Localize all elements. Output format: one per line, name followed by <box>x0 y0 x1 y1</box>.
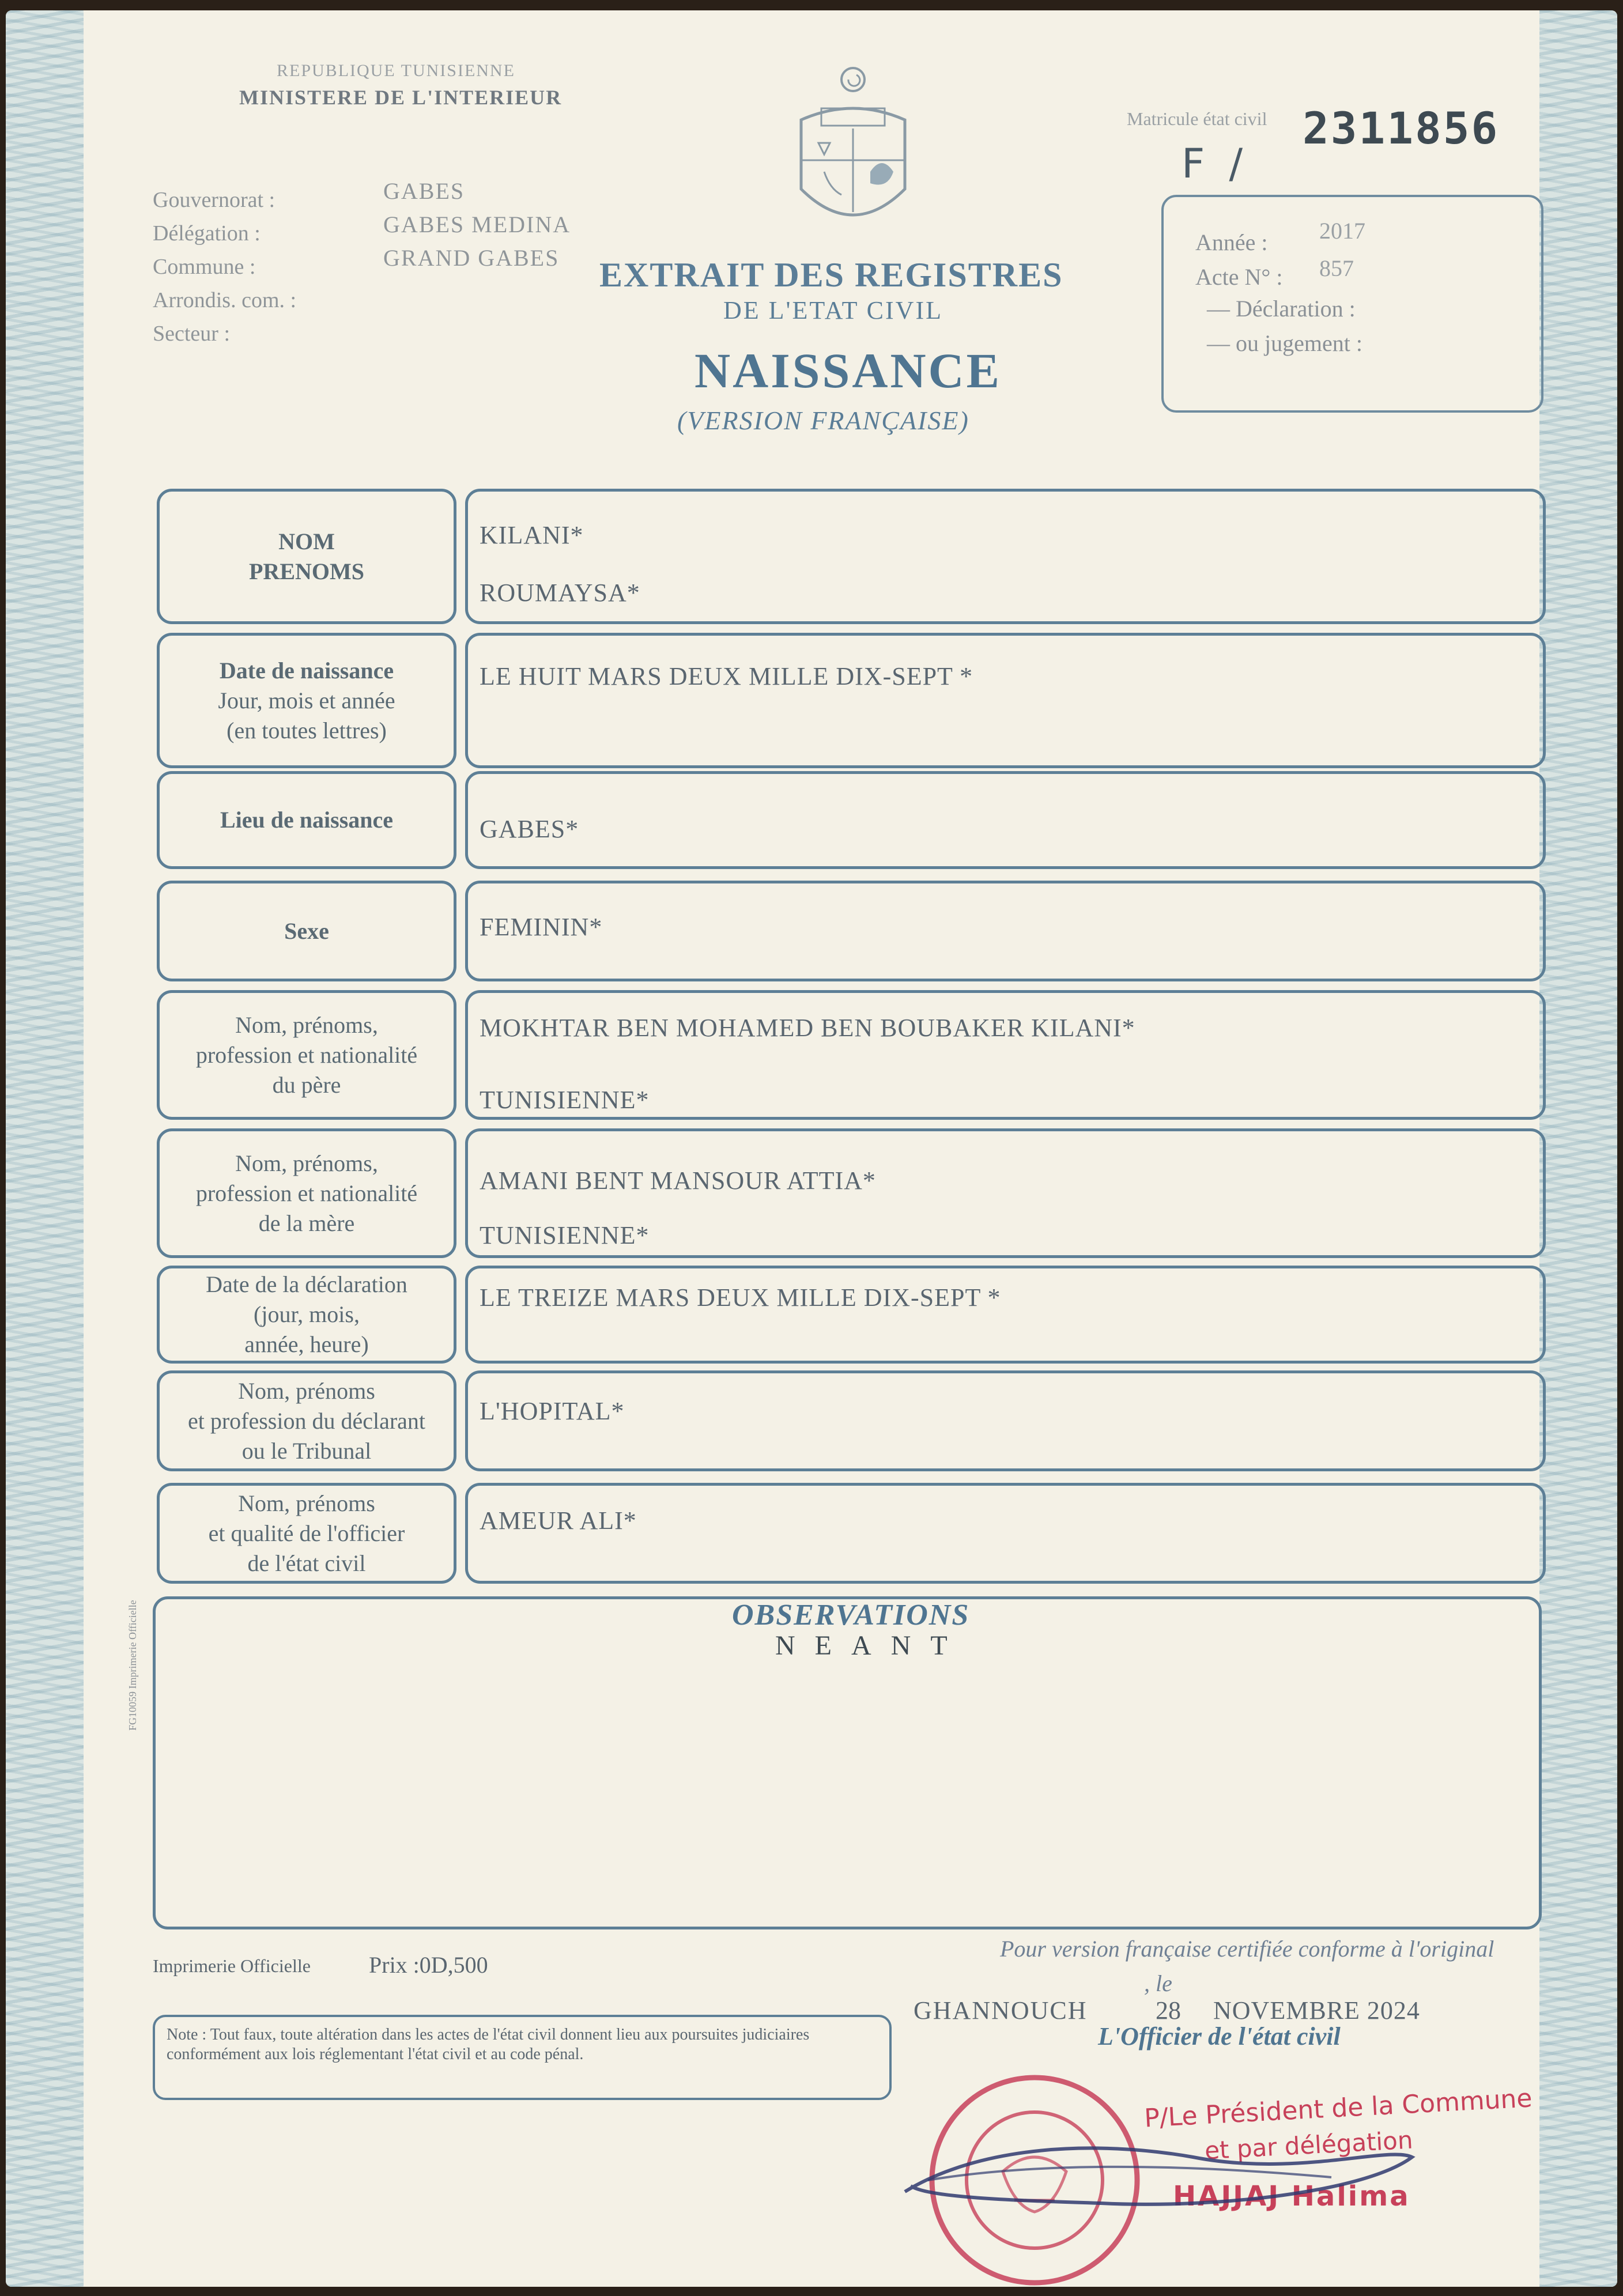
row-pere <box>157 990 1546 1120</box>
coat-of-arms-emblem <box>790 56 916 241</box>
observations-title: OBSERVATIONS <box>732 1599 970 1632</box>
delegation-label: Délégation : <box>153 221 261 246</box>
officier-value: AMEUR ALI* <box>480 1506 637 1535</box>
acte-label: Acte N° : <box>1195 264 1283 290</box>
declaration-date-value: LE TREIZE MARS DEUX MILLE DIX-SEPT * <box>480 1283 1001 1312</box>
row-mere <box>157 1128 1546 1258</box>
title-etat-civil: DE L'ETAT CIVIL <box>723 296 943 324</box>
pere-label-1: Nom, prénoms, <box>235 1011 378 1038</box>
nom-value-box <box>465 489 1546 624</box>
lieu-value: GABES* <box>480 815 579 843</box>
certification-text: Pour version française certifiée conforme à l'original <box>1000 1936 1494 1962</box>
issue-place: GHANNOUCH <box>914 1996 1088 2025</box>
declarant-label-3: ou le Tribunal <box>241 1437 372 1464</box>
date-naissance-value-box <box>465 633 1546 768</box>
mere-value-box <box>465 1128 1546 1258</box>
prenoms-label-text: PRENOMS <box>249 558 364 584</box>
pere-name-value: MOKHTAR BEN MOHAMED BEN BOUBAKER KILANI* <box>480 1014 1135 1042</box>
declaration-label-2: (jour, mois, <box>254 1301 360 1327</box>
nom-label <box>157 489 456 624</box>
mere-name-value: AMANI BENT MANSOUR ATTIA* <box>480 1166 876 1195</box>
declarant-value-box <box>465 1370 1546 1471</box>
commune-label: Commune : <box>153 255 256 279</box>
annee-value: 2017 <box>1319 218 1365 244</box>
declarant-label <box>157 1370 456 1471</box>
date-naissance-label <box>157 633 456 768</box>
date-naissance-value: LE HUIT MARS DEUX MILLE DIX-SEPT * <box>480 662 973 690</box>
officier-title: L'Officier de l'état civil <box>1098 2022 1341 2050</box>
ministere-heading: MINISTERE DE L'INTERIEUR <box>239 86 563 109</box>
declaration-label: — Déclaration : <box>1207 296 1356 322</box>
secteur-label: Secteur : <box>153 322 231 346</box>
mere-label <box>157 1128 456 1258</box>
matricule-prefix: F / <box>1182 140 1249 187</box>
observations-value: NEANT <box>775 1630 967 1661</box>
form-reference-vertical: FG10059 Imprimerie Officielle <box>127 1600 138 1731</box>
officier-label-3: de l'état civil <box>247 1550 366 1576</box>
matricule-label: Matricule état civil <box>1127 108 1267 129</box>
officier-label-2: et qualité de l'officier <box>208 1520 405 1546</box>
commune-value: GRAND GABES <box>383 245 560 271</box>
prenoms-value: ROUMAYSA* <box>480 579 640 607</box>
issue-month-year: NOVEMBRE 2024 <box>1213 1996 1420 2025</box>
date-naissance-label-text: Date de naissance <box>219 657 394 683</box>
note-box <box>153 2015 892 2100</box>
mere-label-1: Nom, prénoms, <box>235 1150 378 1176</box>
sexe-label-text: Sexe <box>284 917 329 944</box>
row-nom <box>157 489 1546 624</box>
certificate-sheet <box>6 10 1617 2287</box>
signature-name: HAJJAJ Halima <box>1173 2180 1410 2212</box>
lieu-value-box <box>465 771 1546 869</box>
admin-labels <box>153 183 296 350</box>
title-version: (VERSION FRANÇAISE) <box>677 406 969 435</box>
gouvernorat-label: Gouvernorat : <box>153 188 275 212</box>
arrondissement-label: Arrondis. com. : <box>153 288 297 312</box>
handwritten-signature <box>893 2123 1424 2226</box>
signature-delegation-line: et par délégation <box>1203 2125 1414 2165</box>
row-lieu <box>157 771 1546 869</box>
nom-value: KILANI* <box>480 521 584 549</box>
acte-box <box>1161 195 1543 413</box>
issue-day: 28 <box>1156 1996 1181 2025</box>
declaration-value-box <box>465 1266 1546 1364</box>
pere-value-box <box>465 990 1546 1120</box>
sexe-value: FEMININ* <box>480 913 603 941</box>
right-guilloche-border <box>1539 10 1617 2287</box>
declaration-label-1: Date de la déclaration <box>206 1271 407 1297</box>
row-date-naissance <box>157 633 1546 768</box>
officier-label <box>157 1483 456 1584</box>
mere-nationality-value: TUNISIENNE* <box>480 1221 650 1249</box>
declaration-date-label <box>157 1266 456 1364</box>
row-sexe <box>157 881 1546 981</box>
officier-label-1: Nom, prénoms <box>238 1490 375 1516</box>
lieu-label-text: Lieu de naissance <box>220 807 394 833</box>
mere-label-3: de la mère <box>258 1210 355 1236</box>
date-naissance-sublabel: Jour, mois et année <box>218 687 395 713</box>
sexe-label <box>157 881 456 981</box>
lieu-label <box>157 771 456 869</box>
delegation-value: GABES MEDINA <box>383 212 571 237</box>
row-officier <box>157 1483 1546 1584</box>
le-text: , le <box>1144 1970 1172 1996</box>
row-declarant <box>157 1370 1546 1471</box>
declarant-value: L'HOPITAL* <box>480 1397 625 1425</box>
jugement-label: — ou jugement : <box>1207 330 1362 356</box>
prix-label: Prix :0D,500 <box>369 1952 488 1978</box>
title-extrait: EXTRAIT DES REGISTRES <box>599 256 1063 294</box>
annee-label: Année : <box>1195 229 1268 255</box>
declaration-label-3: année, heure) <box>244 1331 369 1357</box>
officier-value-box <box>465 1483 1546 1584</box>
date-naissance-sublabel-2: (en toutes lettres) <box>227 717 387 743</box>
title-naissance: NAISSANCE <box>695 343 1002 398</box>
row-declaration <box>157 1266 1546 1364</box>
admin-values <box>383 175 571 275</box>
sexe-value-box <box>465 881 1546 981</box>
pere-label-2: profession et nationalité <box>195 1041 418 1068</box>
pere-nationality-value: TUNISIENNE* <box>480 1086 650 1114</box>
gouvernorat-value: GABES <box>383 178 465 204</box>
mere-label-2: profession et nationalité <box>195 1180 418 1206</box>
acte-value: 857 <box>1319 255 1354 281</box>
note-text: Note : Tout faux, toute altération dans les actes de l'état civil donnent lieu aux poursuites judiciaires conformément aux lois réglementant l'état civil et au code pénal. <box>167 2026 810 2063</box>
imprimerie-label: Imprimerie Officielle <box>153 1955 311 1976</box>
nom-label-text: NOM <box>278 528 335 554</box>
declarant-label-2: et profession du déclarant <box>187 1407 426 1434</box>
republique-heading: REPUBLIQUE TUNISIENNE <box>277 61 515 80</box>
pere-label-3: du père <box>272 1071 341 1098</box>
signature-president-line: P/Le Président de la Commune <box>1143 2083 1533 2133</box>
left-guilloche-border <box>6 10 84 2287</box>
matricule-number: 2311856 <box>1303 103 1500 154</box>
declarant-label-1: Nom, prénoms <box>238 1377 375 1404</box>
pere-label <box>157 990 456 1120</box>
